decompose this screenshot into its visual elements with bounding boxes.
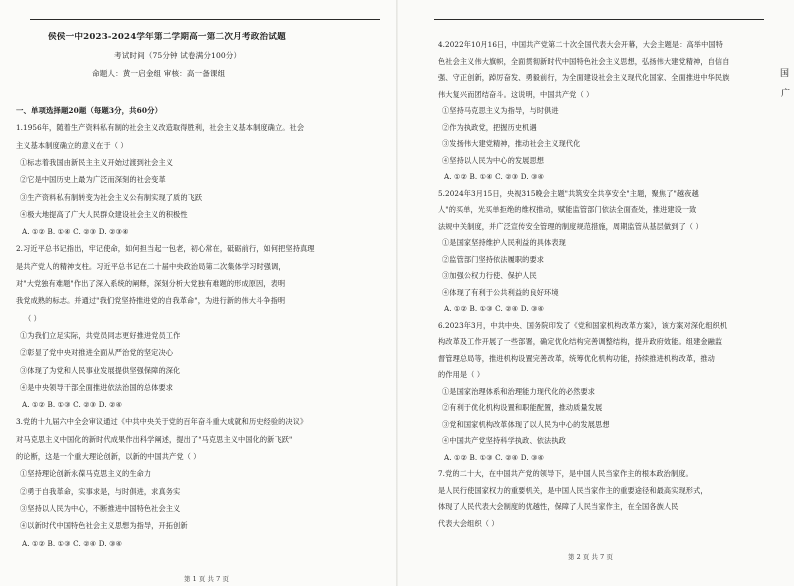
section-heading: 一、单项选择题20题（每题3分，共60分）: [16, 106, 163, 115]
question-line: A. ①② B. ①④ C. ②③ D. ③④: [444, 172, 545, 181]
question-line: 我党成熟的标志。并通过"我们党坚持推进党的自我革命"，为进行新的伟大斗争指明: [16, 296, 286, 306]
question-line: 督管理总局等，推进机构设置完善改革，统筹优化机构功能，持续推进机构改革，推动: [438, 353, 715, 363]
question-line: 4.2022年10月16日，中国共产党第二十次全国代表大会开幕，大会主题是：高举中国特: [438, 40, 723, 49]
question-line: 的论断，这是一个重大理论创新，以新的中国共产党（ ）: [16, 452, 201, 461]
question-line: 1.1956年，随着生产资料私有制的社会主义改造取得胜利，社会主义基本制度确立。社会: [16, 123, 305, 133]
question-line: ④中国共产党坚持科学执政、依法执政: [442, 436, 566, 445]
question-line: 2.习近平总书记指出，牢记使命，如何担当起一包老，初心常在，砥砺前行，如何把坚持真理: [16, 244, 315, 254]
top-rule: [30, 19, 380, 20]
question-line: 伟大复兴而团结奋斗。这说明，中国共产党（ ）: [438, 89, 594, 99]
question-line: ①坚持理论创新永葆马克思主义的生命力: [20, 469, 152, 479]
question-line: 是共产党人的精神支柱。习近平总书记在二十届中央政治局第二次集体学习时强调，: [16, 261, 286, 271]
question-line: A. ①② B. ①③ C. ②③ D. ②④: [22, 400, 123, 410]
question-line: 5.2024年3月15日，央视315晚会主题"共筑安全共享安全"主题，聚焦了"越夜越: [438, 188, 699, 198]
question-line: ②监管部门坚持依法履职的要求: [442, 254, 545, 264]
question-line: 主义基本制度确立的意义在于（ ）: [16, 140, 128, 150]
question-line: 强、守正创新，踔厉奋发、勇毅前行，为全面建设社会主义现代化国家、全面推进中华民族: [438, 73, 730, 82]
edge-mark: 广: [781, 89, 791, 99]
exam-time-info: 考试时间（75分钟 试卷满分100分）: [114, 51, 242, 60]
question-line: 对马克思主义中国化的新时代成果作出科学阐述，提出了"马克思主义中国化的新飞跃": [16, 434, 293, 444]
exam-authors: 命题人：黄一启金组 审核：高一备课组: [92, 69, 226, 78]
question-line: ④以新时代中国特色社会主义思想为指导，开拓创新: [20, 521, 188, 531]
question-line: ③加强公权力行使、保护人民: [442, 271, 537, 280]
question-line: ④是中央领导干部全面推进依法治国的总体要求: [20, 382, 174, 392]
question-line: 是人民行使国家权力的重要机关，是中国人民当家作主的重要途径和最高实现形式，: [438, 485, 708, 495]
question-line: 色社会主义伟大旗帜，全面贯彻新时代中国特色社会主义思想，弘扬伟大建党精神，自信自: [438, 56, 730, 66]
question-line: ①是国家治理体系和治理能力现代化的必然要求: [442, 386, 596, 396]
question-line: ③坚持以人民为中心，不断推进中国特色社会主义: [20, 503, 181, 513]
question-line: ③生产资料私有制转变为社会主义公有制实现了质的飞跃: [20, 192, 203, 202]
question-line: ①标志着我国由新民主主义开始过渡到社会主义: [20, 157, 174, 167]
top-rule: [434, 19, 764, 20]
question-line: ①坚持马克思主义为指导，与时俱进: [442, 106, 559, 115]
question-line: ③党和国家机构改革体现了以人民为中心的发展思想: [442, 419, 610, 429]
exam-page-right: [398, 0, 794, 586]
question-line: ④坚持以人民为中心的发展思想: [442, 155, 545, 165]
question-line: ①为我们立足实际，共党员同志更好推进党员工作: [20, 330, 181, 340]
question-line: 对"大党独有难题"作出了深入系统的阐释，深刻分析大党独有难题的形成原因，表明: [16, 279, 286, 288]
question-line: ②勇于自我革命，实事求是，与时俱进，求真务实: [20, 486, 181, 496]
page-footer: 第 2 页 共 7 页: [568, 553, 613, 561]
question-line: ③发扬伟大建党精神，推动社会主义现代化: [442, 139, 581, 148]
question-line: 人"的买单，光买单拒绝的维权推动，赋能监管部门依法全面查处，推进建设一致: [438, 205, 697, 214]
question-line: A. ①② B. ①③ C. ②④ D. ③④: [444, 304, 545, 313]
question-line: ②它是中国历史上最为广泛而深刻的社会变革: [20, 175, 166, 185]
question-line: 构改革及工作开展了一些部署，确定优化结构完善调整结构，提升政府效能。组建金融监: [438, 337, 723, 346]
exam-title: 侯侯一中2023-2024学年第二学期高一第二次月考政治试题: [48, 32, 286, 42]
question-line: 代表大会组织（ ）: [438, 518, 499, 528]
question-line: 6.2023年3月，中共中央、国务院印发了《党和国家机构改革方案》，该方案对深化组织机: [438, 320, 728, 330]
question-line: 7.党的二十大，在中国共产党的领导下，是中国人民当家作主的根本政治制度。: [438, 469, 693, 478]
page-footer: 第 1 页 共 7 页: [184, 575, 229, 583]
question-line: 体现了人民代表大会制度的优越性，保障了人民当家作主，在全国各族人民: [438, 502, 679, 511]
question-line: ①是国家坚持维护人民利益的具体表现: [442, 238, 566, 247]
question-line: ④体现了有利于公共利益的良好环境: [442, 287, 559, 297]
question-line: ④极大地提高了广大人民群众建设社会主义的积极性: [20, 209, 188, 219]
question-line: ②彰显了党中央对推进全面从严治党的坚定决心: [20, 348, 174, 358]
question-line: 法规中关制度，并广泛宣传安全管理的制度规范措施，周期监管从基层做到了（ ）: [438, 221, 703, 231]
question-line: A. ①② B. ①③ C. ②④ D. ③④: [22, 538, 123, 548]
question-line: ②作为执政党，把握历史机遇: [442, 122, 537, 132]
question-line: ②有利于优化机构设置和职能配置，推动质量发展: [442, 403, 603, 412]
question-line: A. ①② B. ①③ C. ②④ D. ③④: [444, 452, 545, 462]
question-line: ③体现了为党和人民事业发展提供坚强保障的深化: [20, 365, 181, 375]
question-line: 3.党的十九届六中全会审议通过《中共中央关于党的百年奋斗重大成就和历史经验的决议》: [16, 417, 308, 427]
question-line: A. ①② B. ①④ C. ②③ D. ②③④: [22, 227, 129, 237]
edge-mark: 国: [780, 69, 790, 79]
question-line: 的作用是（ ）: [438, 370, 485, 379]
question-line: （ ）: [24, 313, 41, 323]
